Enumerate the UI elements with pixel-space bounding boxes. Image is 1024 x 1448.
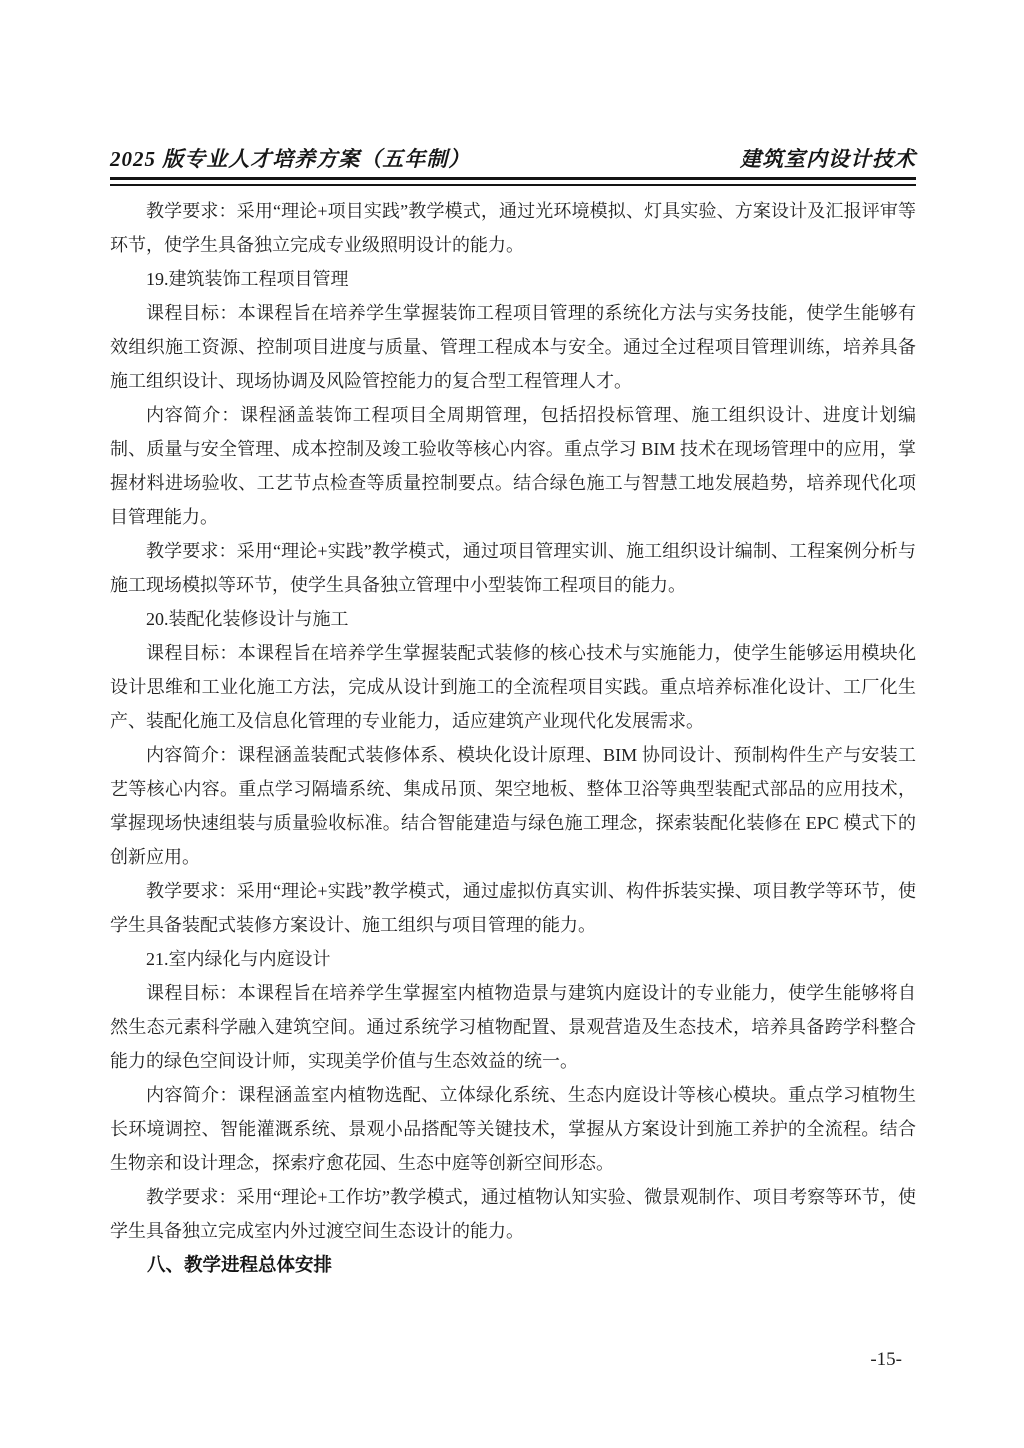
course-19-title: 19.建筑装饰工程项目管理 bbox=[146, 269, 349, 289]
page-content bbox=[110, 144, 916, 1282]
course-19-teaching-requirement: 教学要求：采用“理论+实践”教学模式，通过项目管理实训、施工组织设计编制、工程案例分析与施工现场模拟等环节，使学生具备独立管理中小型装饰工程项目的能力。 bbox=[110, 541, 916, 595]
course-21-title: 21.室内绿化与内庭设计 bbox=[146, 949, 331, 969]
header-right-title: 建筑室内设计技术 bbox=[740, 147, 916, 171]
course-21-content-intro: 内容简介：课程涵盖室内植物选配、立体绿化系统、生态内庭设计等核心模块。重点学习植物生长环境调控、智能灌溉系统、景观小品搭配等关键技术，掌握从方案设计到施工养护的全流程。结合生物亲和设计理念，探索疗愈花园、生态中庭等创新空间形态。 bbox=[110, 1085, 916, 1173]
course-21-teaching-requirement: 教学要求：采用“理论+工作坊”教学模式，通过植物认知实验、微景观制作、项目考察等环节，使学生具备独立完成室内外过渡空间生态设计的能力。 bbox=[110, 1187, 916, 1241]
header-left-title: 2025 版专业人才培养方案（五年制） bbox=[110, 147, 471, 171]
course-20-teaching-requirement: 教学要求：采用“理论+实践”教学模式，通过虚拟仿真实训、构件拆装实操、项目教学等环节，使学生具备装配式装修方案设计、施工组织与项目管理的能力。 bbox=[110, 881, 916, 935]
course-20-title: 20.装配化装修设计与施工 bbox=[146, 609, 349, 629]
course-19-objective: 课程目标：本课程旨在培养学生掌握装饰工程项目管理的系统化方法与实务技能，使学生能够有效组织施工资源、控制项目进度与质量、管理工程成本与安全。通过全过程项目管理训练，培养具备施工组织设计、现场协调及风险管控能力的复合型工程管理人才。 bbox=[110, 303, 916, 391]
course-21-objective: 课程目标：本课程旨在培养学生掌握室内植物造景与建筑内庭设计的专业能力，使学生能够将自然生态元素科学融入建筑空间。通过系统学习植物配置、景观营造及生态技术，培养具备跨学科整合能力的绿色空间设计师，实现美学价值与生态效益的统一。 bbox=[110, 983, 916, 1071]
header-double-rule bbox=[110, 177, 916, 186]
document-body bbox=[110, 194, 916, 1282]
course-20-content-intro: 内容简介：课程涵盖装配式装修体系、模块化设计原理、BIM 协同设计、预制构件生产与安装工艺等核心内容。重点学习隔墙系统、集成吊顶、架空地板、整体卫浴等典型装配式部品的应用技术，掌握现场快速组装与质量验收标准。结合智能建造与绿色施工理念，探索装配化装修在 EPC 模式下的创新应用。 bbox=[110, 745, 916, 867]
page-number: -15- bbox=[870, 1349, 902, 1370]
course-20-objective: 课程目标：本课程旨在培养学生掌握装配式装修的核心技术与实施能力，使学生能够运用模块化设计思维和工业化施工方法，完成从设计到施工的全流程项目实践。重点培养标准化设计、工厂化生产、装配化施工及信息化管理的专业能力，适应建筑产业现代化发展需求。 bbox=[110, 643, 916, 731]
course-19-content-intro: 内容简介：课程涵盖装饰工程项目全周期管理，包括招投标管理、施工组织设计、进度计划编制、质量与安全管理、成本控制及竣工验收等核心内容。重点学习 BIM 技术在现场管理中的应用，掌握材料进场验收、工艺节点检查等质量控制要点。结合绿色施工与智慧工地发展趋势，培养现代化项目管理能力。 bbox=[110, 405, 916, 527]
running-header bbox=[110, 144, 916, 174]
section-heading-teaching-schedule: 八、教学进程总体安排 bbox=[147, 1254, 333, 1275]
paragraph-lighting-teaching-requirement: 教学要求：采用“理论+项目实践”教学模式，通过光环境模拟、灯具实验、方案设计及汇报评审等环节，使学生具备独立完成专业级照明设计的能力。 bbox=[110, 201, 916, 255]
